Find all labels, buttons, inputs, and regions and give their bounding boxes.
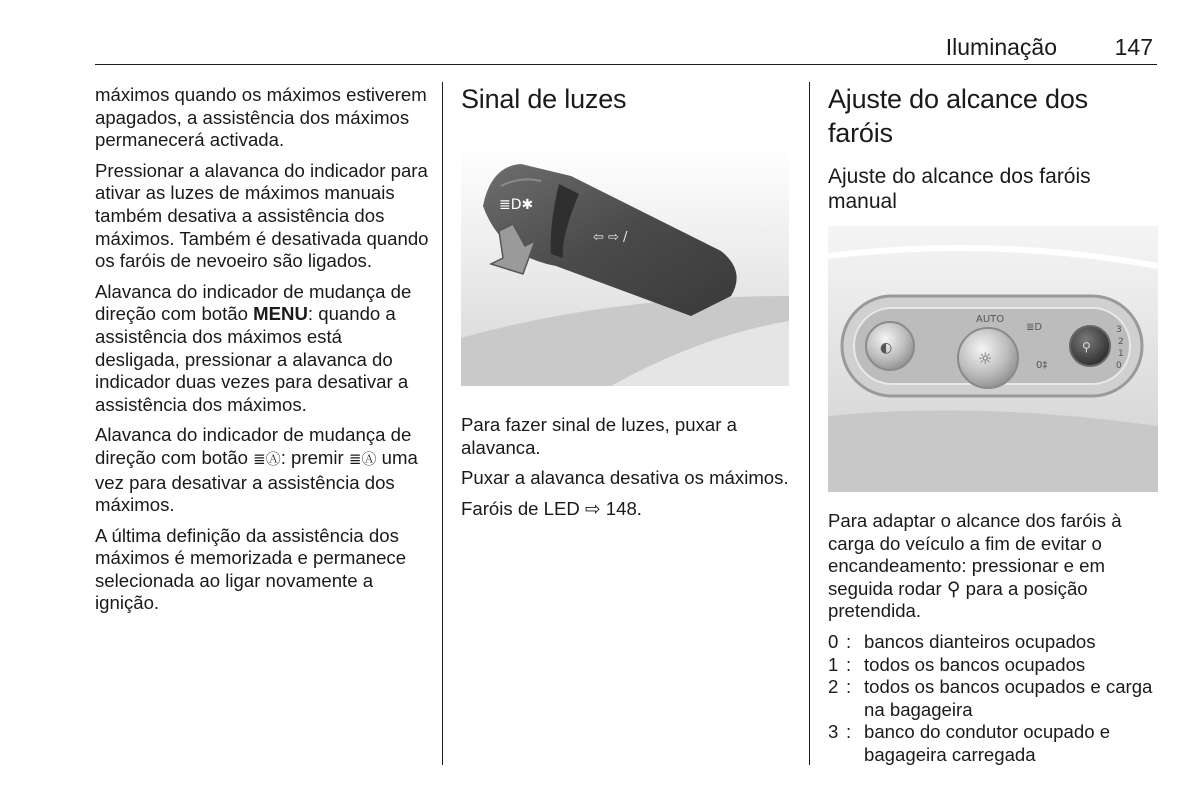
text-span: para a posição pretendida. — [828, 577, 1088, 622]
high-beam-assist-icon: ≣Ⓐ — [348, 450, 377, 468]
svg-text:◐: ◐ — [880, 340, 893, 356]
knob-label: 3 — [1116, 325, 1122, 335]
list-key: 0 — [828, 630, 839, 652]
section-heading: Sinal de luzes — [461, 84, 627, 114]
text-span: 148. — [600, 497, 642, 519]
headlight-range-knob-illustration — [828, 226, 1158, 492]
page-number: 147 — [1114, 34, 1153, 60]
text-span: Para adaptar o alcance dos faróis à carga do veículo a fim de evitar o encandeamento: pressionar e em seguida rodar — [828, 510, 1122, 599]
paragraph — [95, 424, 429, 516]
list-item — [828, 676, 1158, 721]
svg-text:⇦ ⇨ /: ⇦ ⇨ / — [593, 230, 628, 245]
column-divider — [809, 82, 810, 765]
text-span: Faróis de LED — [461, 497, 586, 519]
text-span: : quando a assistência dos máximos está desligada, pressionar a alavanca do indicador duas vezes para desativar a assistência dos máximos. — [95, 303, 409, 415]
list-text: todos os bancos ocupados e carga na bagageira — [864, 676, 1153, 720]
headlight-range-icon: ⚲ — [946, 577, 961, 599]
list-key: 1 — [828, 653, 839, 675]
svg-text:☼: ☼ — [978, 349, 993, 368]
list-key: 3 — [828, 721, 839, 743]
paragraph — [461, 498, 789, 521]
menu-button-label: MENU — [253, 303, 308, 325]
page-header — [95, 30, 1157, 65]
knob-label: 0 — [1116, 361, 1122, 371]
list-key: 2 — [828, 676, 839, 698]
svg-text:≣D✱: ≣D✱ — [499, 197, 534, 213]
column-right — [828, 82, 1158, 767]
knob-label: 2 — [1118, 337, 1124, 347]
load-position-list — [828, 631, 1158, 767]
text-span: : premir — [280, 446, 349, 468]
paragraph: máximos quando os máximos estiverem apagados, a assistência dos máximos permanecerá activada. — [95, 84, 427, 151]
paragraph: Puxar a alavanca desativa os máximos. — [461, 467, 789, 489]
list-separator: : — [846, 676, 852, 698]
list-text: bancos dianteiros ocupados — [864, 630, 1096, 652]
paragraph: Pressionar a alavanca do indicador para ativar as luzes de máximos manuais também desativa a assistência dos máximos. Também é desativada quando os faróis de nevoeiro são ligados. — [95, 159, 429, 272]
high-beam-assist-icon: ≣Ⓐ — [253, 450, 281, 468]
headlight-flash-lever-illustration — [461, 146, 789, 386]
text-span: Alavanca do indicador de mudança de direção com botão — [95, 424, 412, 468]
column-divider — [442, 82, 443, 765]
list-separator: : — [846, 630, 852, 652]
svg-text:≣D: ≣D — [1026, 322, 1043, 333]
page-reference-icon: ⇨ — [585, 497, 601, 519]
paragraph — [95, 281, 429, 417]
paragraph — [828, 510, 1158, 623]
paragraph: A última definição da assistência dos máximos é memorizada e permanece selecionada ao ligar novamente a ignição. — [95, 524, 407, 614]
list-separator: : — [846, 653, 852, 675]
subsection-heading: Ajuste do alcance dos faróis manual — [828, 165, 1091, 213]
list-text: todos os bancos ocupados — [864, 653, 1086, 675]
text-span: Alavanca do indicador de mudança de direção com botão — [95, 280, 412, 325]
list-item — [828, 631, 1158, 654]
paragraph: Para fazer sinal de luzes, puxar a alavanca. — [461, 414, 737, 458]
svg-text:0‡: 0‡ — [1036, 360, 1048, 371]
knob-label: 1 — [1118, 349, 1124, 359]
list-item — [828, 721, 1158, 766]
knob-label: AUTO — [976, 314, 1005, 325]
svg-text:⚲: ⚲ — [1082, 340, 1091, 354]
section-heading: Ajuste do alcance dos faróis — [828, 84, 1088, 148]
section-title: Iluminação — [945, 34, 1057, 60]
column-left — [95, 84, 429, 623]
list-separator: : — [846, 721, 852, 743]
column-middle — [461, 82, 789, 528]
list-text: banco do condutor ocupado e bagageira carregada — [864, 721, 1111, 765]
list-item — [828, 654, 1158, 677]
text-span: uma vez para desativar a assistência dos máximos. — [95, 446, 418, 516]
